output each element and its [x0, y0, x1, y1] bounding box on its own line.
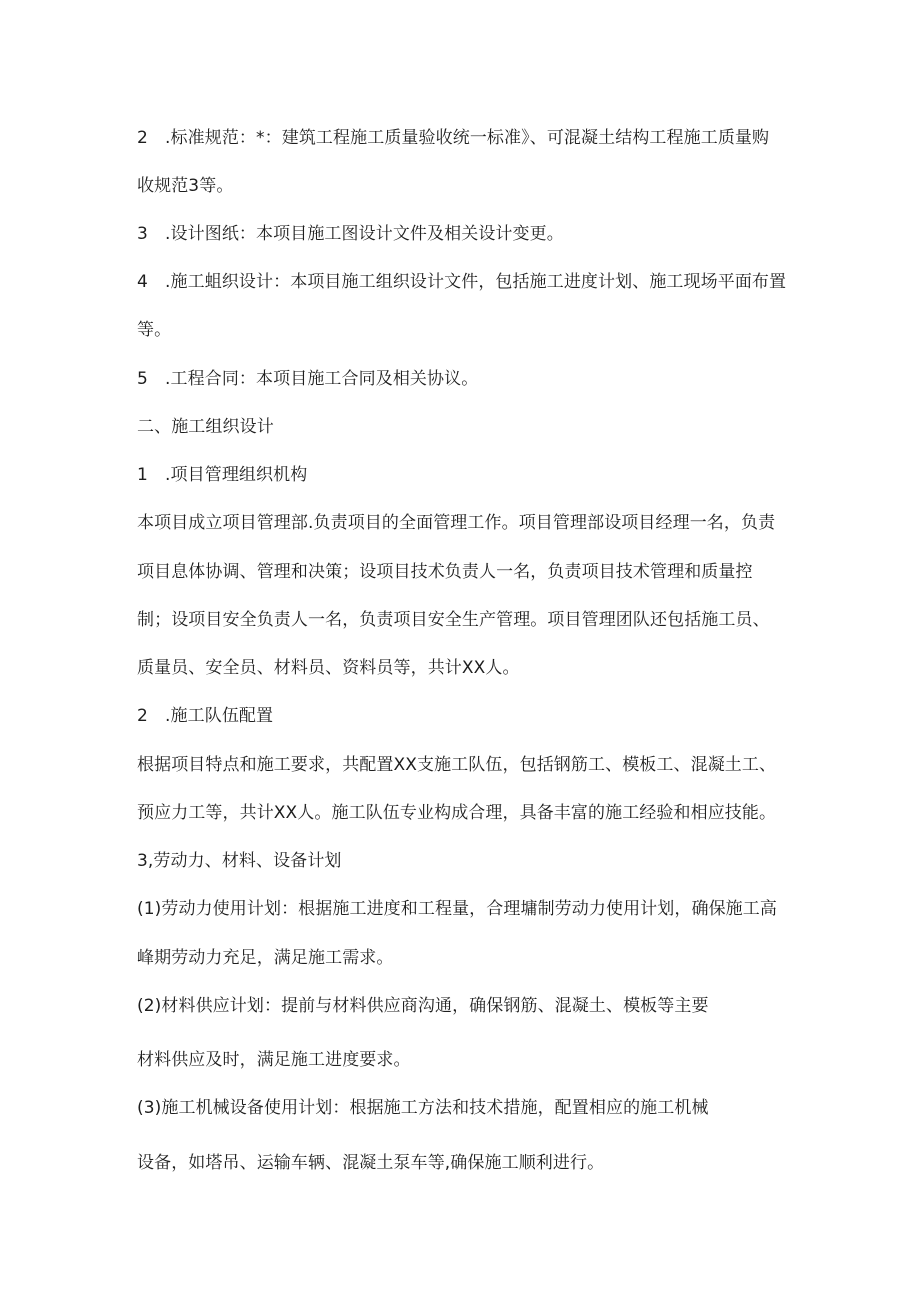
text-line: 预应力工等，共计XX人。施工队伍专业构成合理，具备丰富的施工经验和相应技能。 [137, 803, 777, 823]
text-line: 质量员、安全员、材料员、资料员等，共计XX人。 [137, 658, 520, 678]
subsection-heading: 3,劳动力、材料、设备计划 [137, 851, 342, 871]
subsection-heading: 1 .项目管理组织机构 [137, 465, 308, 485]
text-line: 本项目成立项目管理部.负责项目的全面管理工作。项目管理部设项目经理一名，负责 [137, 513, 776, 533]
text-line: 5 .工程合同：本项目施工合同及相关协议。 [137, 369, 479, 389]
text-line: (1)劳动力使用计划：根据施工进度和工程量，合理墉制劳动力使用计划，确保施工高 [137, 899, 777, 919]
section-heading: 二、施工组织设计 [137, 417, 274, 437]
text-line: 峰期劳动力充足，满足施工需求。 [137, 948, 394, 968]
text-line: (3)施工机械设备使用计划：根据施工方法和技术措施，配置相应的施工机械 [137, 1098, 709, 1118]
text-line: 4 .施工蛆织设计：本项目施工组织设计文件，包括施工进度计划、施工现场平面布置 [137, 272, 787, 292]
text-line: (2)材料供应计划：提前与材料供应商沟通，确保钢筋、混凝土、模板等主要 [137, 996, 709, 1016]
text-line: 收规范3等。 [137, 176, 234, 196]
text-line: 3 .设计图纸：本项目施工图设计文件及相关设计变更。 [137, 224, 564, 244]
text-line: 材料供应及时，满足施工进度要求。 [137, 1050, 411, 1070]
subsection-heading: 2 .施工队伍配置 [137, 706, 274, 726]
text-line: 根据项目特点和施工要求，共配置XX支施工队伍，包括钢筋工、模板工、混凝土工、 [137, 755, 777, 775]
text-line: 2 .标准规范：*：建筑工程施工质量验收统一标准》、可混凝土结构工程施工质量购 [137, 128, 770, 148]
text-line: 设备，如塔吊、运输车辆、混凝土泵车等,确保施工顺利进行。 [137, 1153, 605, 1173]
text-line: 项目息体协调、管理和决策；设项目技术负责人一名，负责项目技术管理和质量控 [137, 562, 753, 582]
text-line: 制；设项目安全负责人一名，负责项目安全生产管理。项目管理团队还包括施工员、 [137, 610, 770, 630]
text-line: 等。 [137, 320, 172, 340]
